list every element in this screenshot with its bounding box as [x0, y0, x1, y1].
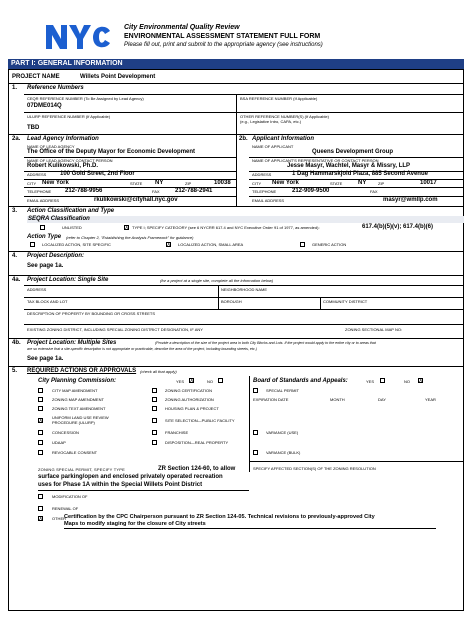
bsa-title: Board of Standards and Appeals:: [253, 378, 348, 384]
section-4-title: Project Description:: [27, 253, 85, 259]
section-5-title: REQUIRED ACTIONS OR APPROVALS: [27, 368, 137, 374]
concession-checkbox[interactable]: [38, 430, 43, 435]
city-map-amendment-label: CITY MAP AMENDMENT: [52, 388, 98, 393]
special-permit-value-2[interactable]: surface parking/open and enclosed privately operated recreation: [38, 474, 223, 480]
unlisted-label: UNLISTED: [62, 225, 82, 230]
applicant-rep-label: NAME OF APPLICANT'S REPRESENTATIVE OR CONTACT PERSON: [252, 158, 379, 163]
udaap-checkbox[interactable]: [38, 440, 43, 445]
special-permit-value-3[interactable]: uses for Phase 1A within the Special Willets Point District: [38, 482, 203, 488]
affected-sections-label: SPECIFY AFFECTED SECTION(S) OF THE ZONING RESOLUTION: [253, 466, 376, 471]
other-value-1[interactable]: Certification by the CPC Chairperson pursuant to ZR Section 124-05. Technical revisions to previously-approved City: [64, 514, 375, 520]
cpc-no-checkbox[interactable]: [218, 378, 223, 383]
project-description-value[interactable]: See page 1a.: [27, 263, 64, 269]
section-2a-title: Lead Agency Information: [27, 136, 99, 142]
section-3-title: Action Classification and Type: [27, 208, 115, 214]
part-header-bar: PART I: GENERAL INFORMATION: [8, 59, 464, 69]
form-title-line1: City Environmental Quality Review: [124, 24, 240, 31]
ulurp-label: ULURP REFERENCE NUMBER (If Applicable): [27, 114, 111, 119]
applicant-fax-label: FAX: [370, 189, 378, 194]
nyc-logo: [44, 22, 112, 52]
applicant-email-label: EMAIL ADDRESS: [252, 198, 285, 203]
lead-state-value[interactable]: NY: [155, 180, 164, 186]
ulurp-label-2: PROCEDURE (ULURP): [52, 420, 95, 425]
revocable-consent-checkbox[interactable]: [38, 450, 43, 455]
special-permit-value-1[interactable]: ZR Section 124-60, to allow: [158, 466, 236, 472]
ulurp-label-1: UNIFORM LAND USE REVIEW: [52, 415, 109, 420]
bsa-ref-label: BSA REFERENCE NUMBER (If Applicable): [240, 96, 318, 101]
expiration-date-label: EXPIRATION DATE: [253, 397, 289, 402]
zoning-authorization-checkbox[interactable]: [152, 397, 157, 402]
cpc-no-label: NO: [207, 379, 213, 384]
year-label: YEAR: [425, 397, 436, 402]
applicant-email-value[interactable]: masyr@wmllp.com: [383, 197, 438, 203]
section-2a-number: 2a.: [12, 136, 21, 142]
cpc-yes-checkbox[interactable]: X: [190, 378, 194, 384]
action-type-note: (refer to Chapter 2, "Establishing the Analysis Framework" for guidance): [66, 235, 194, 240]
other-checkbox[interactable]: X: [39, 516, 43, 522]
applicant-label: NAME OF APPLICANT: [252, 144, 294, 149]
form-title-line2: ENVIRONMENTAL ASSESSMENT STATEMENT FULL FORM: [124, 33, 321, 40]
section-4a-note: (for a project at a single site, complete all the information below): [160, 278, 274, 283]
lead-tel-label: TELEPHONE: [27, 189, 52, 194]
zoning-certification-label: ZONING CERTIFICATION: [165, 388, 212, 393]
modification-checkbox[interactable]: [38, 494, 43, 499]
type1-value[interactable]: 617.4(b)(5)(v); 617.4(b)(6): [362, 224, 434, 230]
other-ref-label: OTHER REFERENCE NUMBER(S) (If Applicable): [240, 114, 329, 119]
ulurp-value[interactable]: TBD: [27, 125, 40, 131]
lead-email-label: EMAIL ADDRESS: [27, 198, 60, 203]
unlisted-checkbox[interactable]: [40, 225, 45, 230]
section-4b-note-1: (Provide a description of the size of the project area in both City Blocks and Lots. If the project would apply to the entire city or to areas that: [155, 341, 376, 345]
lead-agency-label: NAME OF LEAD AGENCY: [27, 144, 75, 149]
other-value-2[interactable]: Maps to modify staging for the closure of City streets: [64, 521, 206, 527]
day-label: DAY: [378, 397, 386, 402]
applicant-rep-value[interactable]: Jesse Masyr, Wachtel, Masyr & Missry, LLP: [287, 163, 411, 169]
tax-block-label: TAX BLOCK AND LOT: [27, 299, 68, 304]
lead-address-label: ADDRESS: [27, 172, 47, 177]
applicant-tel-value[interactable]: 212-909-9500: [292, 188, 330, 194]
generic-checkbox[interactable]: [300, 242, 305, 247]
revocable-consent-label: REVOCABLE CONSENT: [52, 450, 98, 455]
applicant-zip-value[interactable]: 10017: [420, 180, 437, 186]
borough-label: BOROUGH: [221, 299, 242, 304]
ceqr-value[interactable]: 07DME014Q: [27, 103, 62, 109]
section-5-number: 5.: [12, 368, 18, 374]
bsa-special-permit-checkbox[interactable]: [253, 388, 258, 393]
site-selection-label: SITE SELECTION—PUBLIC FACILITY: [165, 418, 235, 423]
generic-label: GENERIC ACTION: [312, 242, 347, 247]
section-1-number: 1.: [12, 85, 18, 91]
lead-zip-label: ZIP: [185, 181, 192, 186]
applicant-address-label: ADDRESS: [252, 172, 272, 177]
concession-label: CONCESSION: [52, 430, 79, 435]
lead-agency-value[interactable]: The Office of the Deputy Mayor for Economic Development: [27, 149, 196, 155]
zoning-authorization-label: ZONING AUTHORIZATION: [165, 397, 214, 402]
housing-plan-label: HOUSING PLAN & PROJECT: [165, 406, 219, 411]
section-4a-title: Project Location: Single Site: [27, 277, 109, 283]
project-name-label: PROJECT NAME: [12, 74, 60, 80]
section-4b-number: 4b.: [12, 340, 21, 346]
localized-small-label: LOCALIZED ACTION, SMALL AREA: [178, 242, 244, 247]
nyc-logo-icon: [44, 22, 112, 52]
renewal-checkbox[interactable]: [38, 506, 43, 511]
udaap-label: UDAAP: [52, 440, 66, 445]
lead-email-value[interactable]: rkulikowski@cityhall.nyc.gov: [94, 197, 178, 203]
seqra-band: [27, 216, 464, 223]
lead-fax-label: FAX: [152, 189, 160, 194]
section-4b-note-2: are so extensive that a site-specific description is not appropriate or practicable, describe the area of the project, including bounding streets, etc.): [27, 347, 257, 351]
type1-label: TYPE I; SPECIFY CATEGORY (see 6 NYCRR 617.4 and NYC Executive Order 91 of 1977, as amended):: [132, 225, 320, 230]
franchise-checkbox[interactable]: [152, 430, 157, 435]
section-4-number: 4.: [12, 253, 18, 259]
bsa-yes-label: YES: [366, 379, 375, 384]
localized-small-checkbox[interactable]: X: [167, 242, 171, 248]
neighborhood-label: NEIGHBORHOOD NAME: [221, 287, 268, 292]
housing-plan-checkbox[interactable]: [152, 406, 157, 411]
lead-zip-value[interactable]: 10038: [214, 180, 231, 186]
section-4b-title: Project Location: Multiple Sites: [27, 340, 117, 346]
lead-fax-value[interactable]: 212-788-2941: [175, 188, 213, 194]
applicant-tel-label: TELEPHONE: [252, 189, 277, 194]
section-5-note: (check all that apply): [140, 369, 177, 374]
zoning-map-label: ZONING SECTIONAL MAP NO:: [345, 327, 403, 332]
other-ref-sub: (e.g., Legislative Intro, CAPA, etc.): [240, 119, 302, 124]
community-district-label: COMMUNITY DISTRICT: [323, 299, 368, 304]
seqra-title: SEQRA Classification: [28, 216, 90, 222]
disposition-checkbox[interactable]: [152, 440, 157, 445]
bsa-special-permit-label: SPECIAL PERMIT: [266, 388, 299, 393]
ulurp-checkbox[interactable]: X: [39, 418, 43, 424]
zoning-certification-checkbox[interactable]: [152, 388, 157, 393]
bsa-yes-checkbox[interactable]: [380, 378, 385, 383]
site-selection-checkbox[interactable]: [152, 418, 157, 423]
other-label: OTHER: [52, 516, 66, 521]
zoning-map-amendment-checkbox[interactable]: [38, 397, 43, 402]
section-1-title: Reference Numbers: [27, 85, 84, 91]
ceqr-label: CEQR REFERENCE NUMBER (To Be Assigned by Lead Agency): [27, 96, 144, 101]
applicant-state-value[interactable]: NY: [358, 180, 367, 186]
zoning-district-label: EXISTING ZONING DISTRICT, INCLUDING SPECIAL ZONING DISTRICT DESIGNATION, IF ANY: [27, 327, 203, 332]
applicant-city-label: CITY: [252, 181, 262, 186]
applicant-zip-label: ZIP: [378, 181, 385, 186]
section-2b-title: Applicant Information: [252, 136, 314, 142]
applicant-state-label: STATE: [330, 181, 343, 186]
bsa-no-checkbox[interactable]: X: [419, 378, 423, 384]
localized-site-checkbox[interactable]: [30, 242, 35, 247]
section-4a-number: 4a.: [12, 277, 21, 283]
section-2b-number: 2b.: [239, 136, 248, 142]
city-map-amendment-checkbox[interactable]: [38, 388, 43, 393]
type1-checkbox[interactable]: X: [125, 225, 129, 231]
site-address-label: ADDRESS: [27, 287, 47, 292]
action-type-title: Action Type: [27, 234, 62, 240]
lead-contact-value[interactable]: Robert Kulikowski, Ph.D.: [27, 163, 99, 169]
lead-tel-value[interactable]: 212-788-9956: [65, 188, 103, 194]
special-permit-type-label: ZONING SPECIAL PERMIT, SPECIFY TYPE: [38, 467, 125, 472]
localized-site-label: LOCALIZED ACTION, SITE SPECIFIC: [42, 242, 111, 247]
form-title-line3: Please fill out, print and submit to the appropriate agency (see instructions): [124, 42, 323, 48]
zoning-text-amendment-label: ZONING TEXT AMENDMENT: [52, 406, 106, 411]
applicant-value[interactable]: Queens Development Group: [312, 149, 394, 155]
applicant-address-value[interactable]: 1 Dag Hammarskjold Plaza, 885 Second Avenue: [292, 171, 428, 177]
lead-address-value[interactable]: 100 Gold Street, 2nd Floor: [60, 171, 135, 177]
lead-contact-label: NAME OF LEAD AGENCY CONTACT PERSON: [27, 158, 113, 163]
zoning-map-amendment-label: ZONING MAP AMENDMENT: [52, 397, 104, 402]
bsa-no-label: NO: [404, 379, 410, 384]
franchise-label: FRANCHISE: [165, 430, 189, 435]
zoning-text-amendment-checkbox[interactable]: [38, 406, 43, 411]
variance-use-checkbox[interactable]: [253, 430, 258, 435]
lead-state-label: STATE: [130, 181, 143, 186]
cpc-title: City Planning Commission:: [38, 378, 117, 384]
project-name-value[interactable]: Willets Point Development: [80, 74, 156, 80]
lead-city-value[interactable]: New York: [42, 180, 69, 186]
variance-bulk-checkbox[interactable]: [253, 450, 258, 455]
variance-use-label: VARIANCE (USE): [266, 430, 299, 435]
month-label: MONTH: [330, 397, 345, 402]
section-3-number: 3.: [12, 208, 18, 214]
renewal-label: RENEWAL OF: [52, 506, 79, 511]
bounding-streets-label: DESCRIPTION OF PROPERTY BY BOUNDING OR CROSS STREETS: [27, 311, 156, 316]
lead-city-label: CITY: [27, 181, 37, 186]
applicant-city-value[interactable]: New York: [272, 180, 299, 186]
multiple-sites-value[interactable]: See page 1a.: [27, 356, 64, 362]
variance-bulk-label: VARIANCE (BULK): [266, 450, 301, 455]
modification-label: MODIFICATION OF: [52, 494, 88, 499]
disposition-label: DISPOSITION—REAL PROPERTY: [165, 440, 229, 445]
cpc-yes-label: YES: [176, 379, 185, 384]
